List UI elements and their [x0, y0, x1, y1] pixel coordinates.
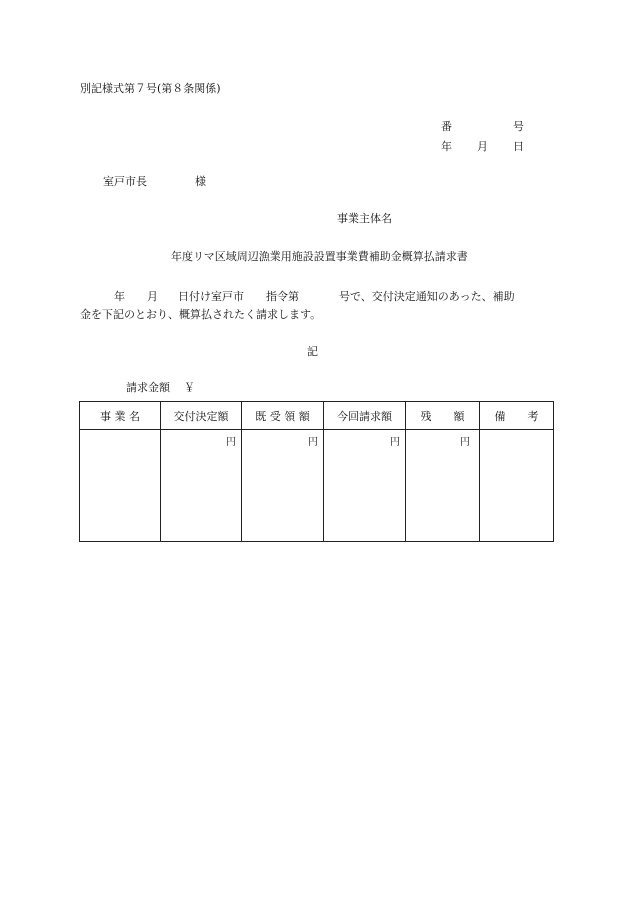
addressee-name: 室戸市長 — [103, 175, 147, 188]
unit-yen: 円 — [460, 437, 470, 448]
document-number-row — [441, 121, 525, 141]
date-month-label: 月 — [477, 140, 488, 153]
unit-yen: 円 — [390, 437, 400, 448]
detail-table — [79, 401, 554, 542]
addressee — [103, 176, 206, 187]
unit-yen: 円 — [226, 437, 236, 448]
body-text — [80, 288, 555, 324]
body-directive: 指令第 — [266, 290, 299, 303]
col-header-already-received: 既 受 領 額 — [242, 402, 324, 430]
body-month: 月 — [147, 290, 158, 303]
body-number-suffix: 号で、交付決定通知のあった、補助 — [339, 290, 515, 303]
table-header-row — [80, 402, 554, 430]
document-title: 年度リマ区域周辺漁業用施設設置事業費補助金概算払請求書 — [171, 250, 468, 263]
date-year-label: 年 — [441, 140, 452, 153]
col-header-project-name: 事 業 名 — [80, 402, 161, 430]
cell-already-received — [242, 430, 324, 542]
cell-balance — [406, 430, 480, 542]
applicant-label: 事業主体名 — [337, 212, 392, 225]
body-line-2: 金を下記のとおり、概算払されたく請求します。 — [80, 308, 322, 321]
addressee-honorific: 様 — [195, 175, 206, 188]
number-suffix: 号 — [513, 120, 524, 133]
col-header-current-request: 今回請求額 — [324, 402, 406, 430]
body-line-1 — [80, 288, 555, 306]
date-row — [441, 141, 525, 161]
request-amount-label: 請求金額 — [126, 381, 170, 394]
cell-project-name — [80, 430, 161, 542]
cell-grant-decision-amount — [161, 430, 242, 542]
col-header-remarks: 備 考 — [480, 402, 554, 430]
body-dated: 日付け室戸市 — [178, 290, 244, 303]
form-reference: 別記様式第７号(第８条関係) — [80, 82, 221, 95]
body-year: 年 — [114, 290, 125, 303]
table-row — [80, 430, 554, 542]
cell-remarks — [480, 430, 554, 542]
cell-current-request — [324, 430, 406, 542]
number-date-block — [441, 121, 525, 161]
date-day-label: 日 — [513, 140, 524, 153]
col-header-balance: 残 額 — [406, 402, 480, 430]
yen-symbol: ￥ — [184, 381, 195, 394]
ki-label: 記 — [307, 345, 318, 358]
unit-yen: 円 — [308, 437, 318, 448]
request-amount — [126, 382, 195, 393]
number-label: 番 — [441, 120, 452, 133]
col-header-grant-decision-amount: 交付決定額 — [161, 402, 242, 430]
